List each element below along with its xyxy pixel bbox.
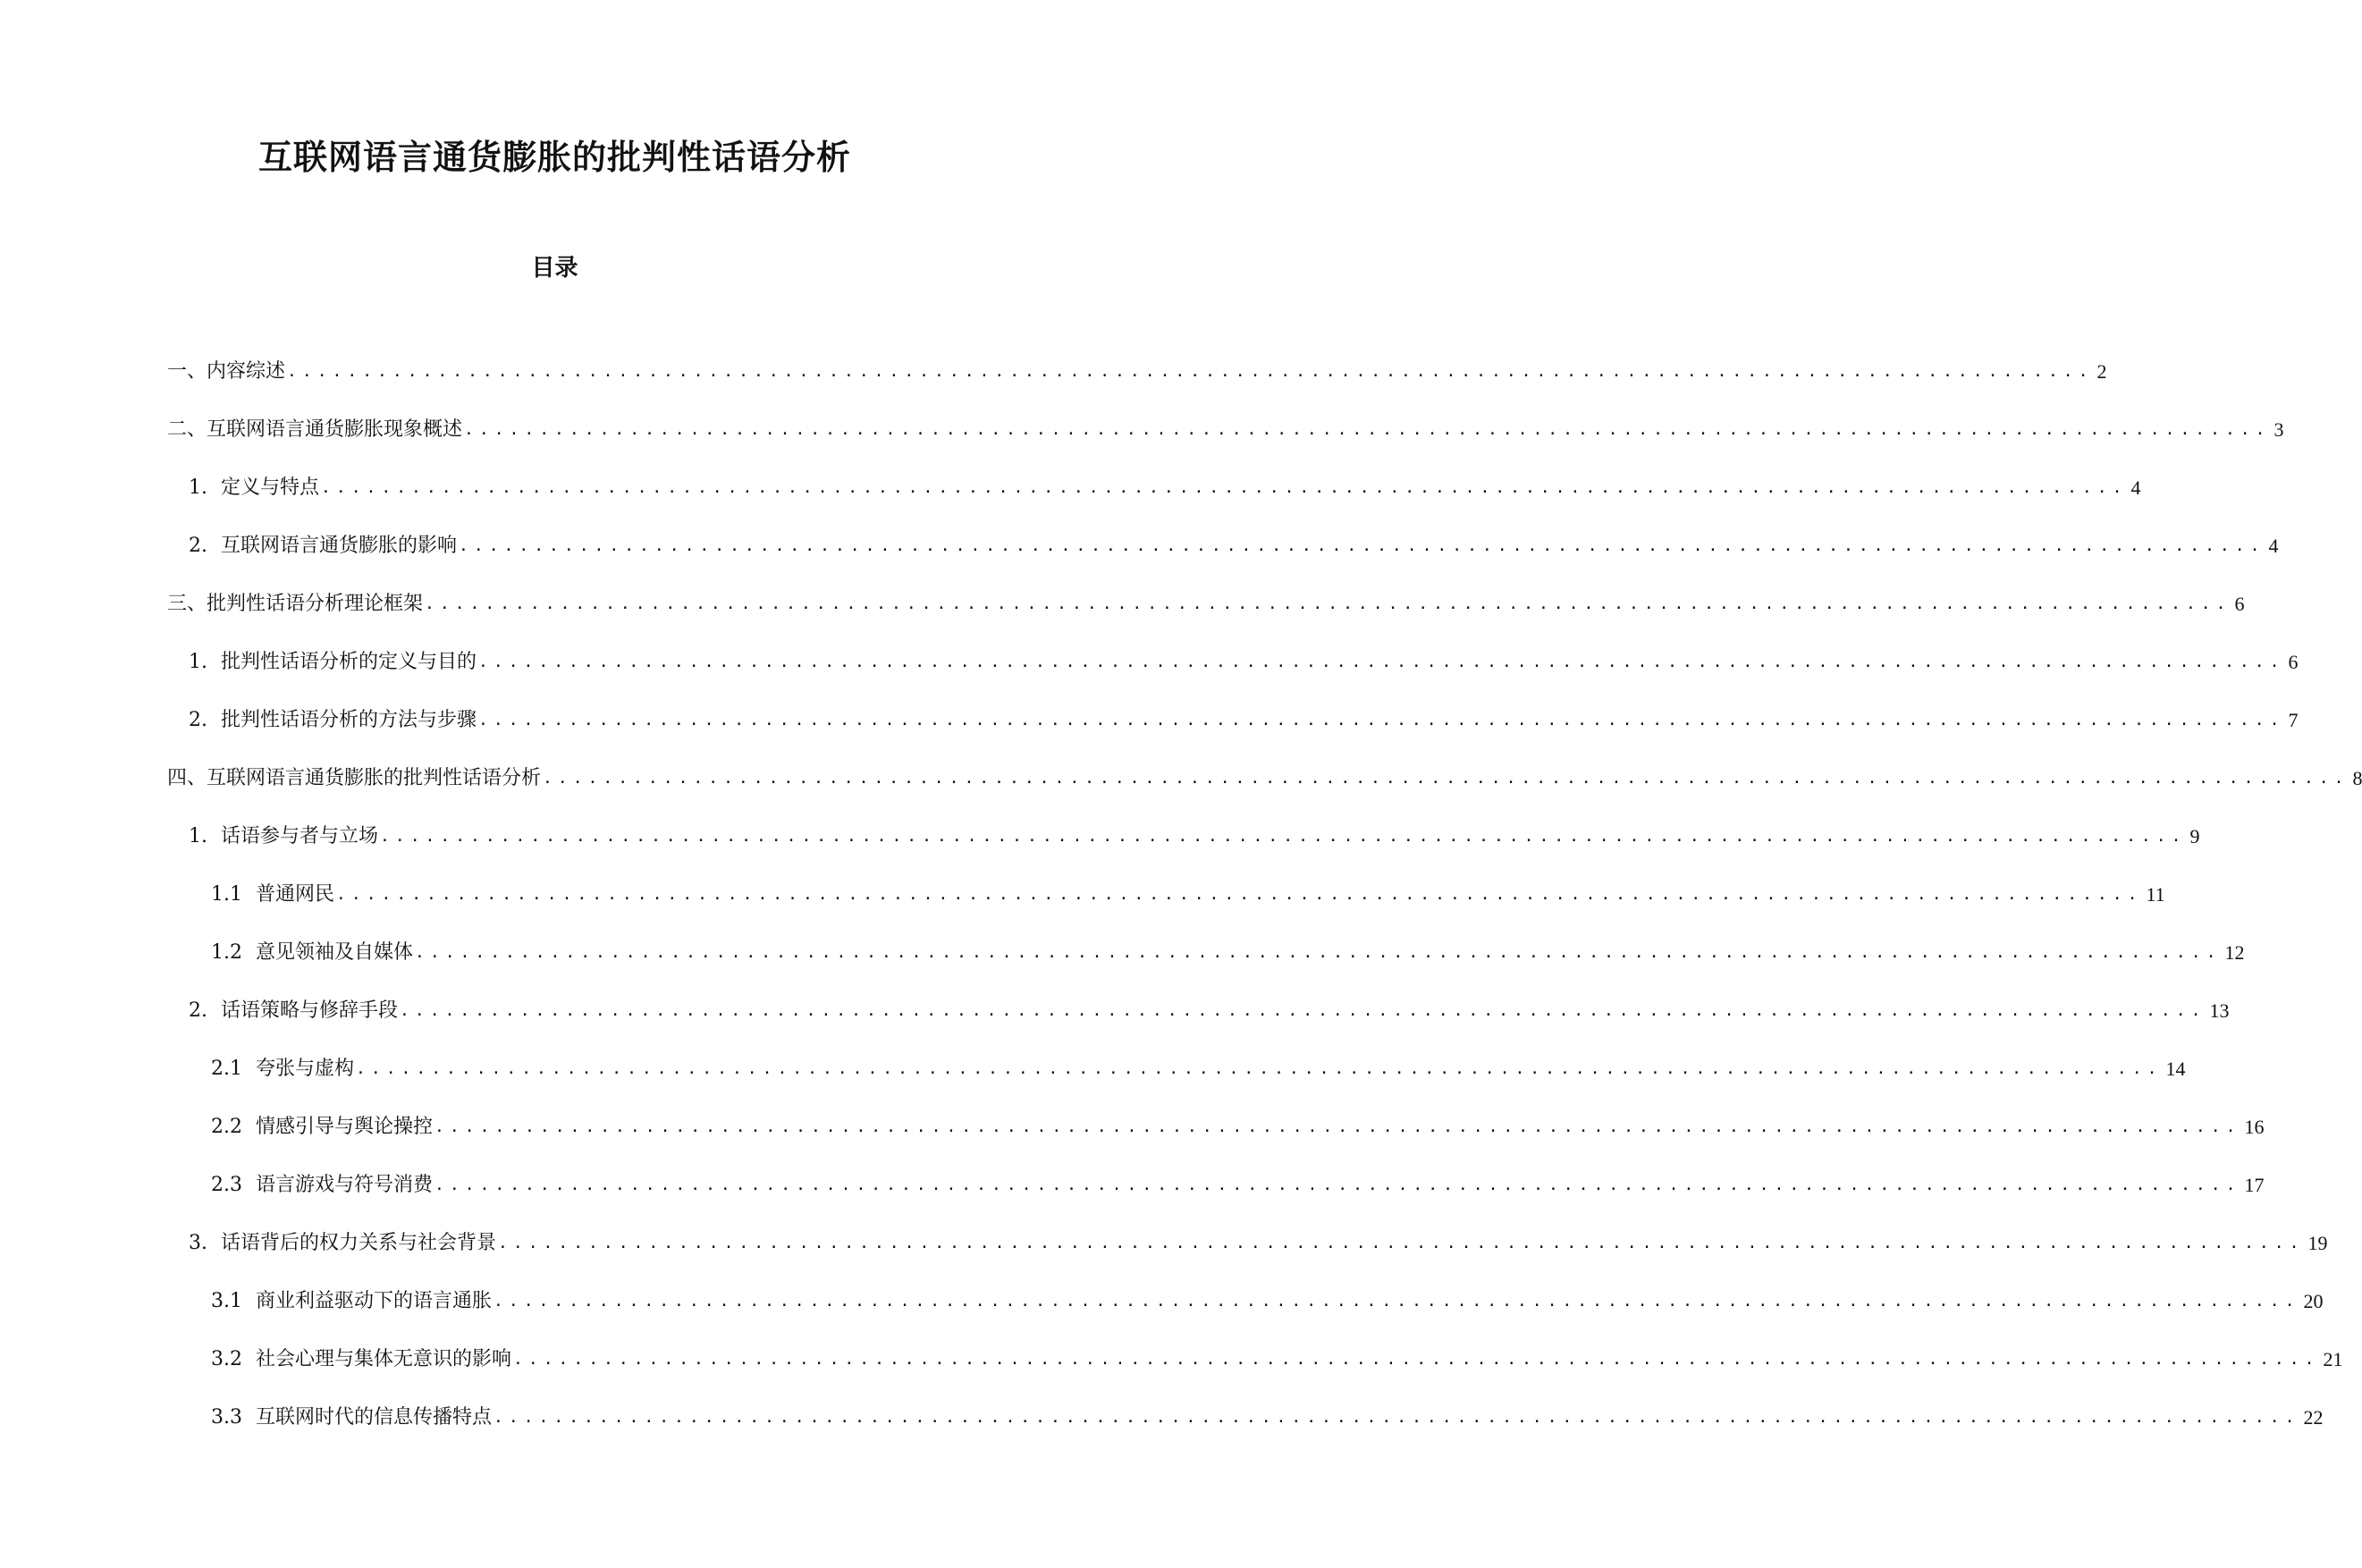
toc-entry-page: 2 (2096, 359, 2107, 383)
toc-entry-title (211, 1287, 492, 1316)
toc-entry-label: 批判性话语分析理论框架 (207, 592, 424, 615)
toc-entry[interactable] (0, 1098, 2265, 1156)
dot-leader: ........................................................................................................................ (513, 1349, 2320, 1369)
toc-entry-label: 互联网语言通货膨胀的批判性话语分析 (207, 766, 542, 789)
toc-entry-page: 22 (2303, 1405, 2324, 1429)
toc-entry-number: 1.1 (211, 882, 242, 906)
toc-entry-title (167, 590, 423, 619)
toc-entry-title (189, 822, 378, 851)
toc-entry-label: 互联网语言通货膨胀现象概述 (207, 417, 463, 441)
toc-entry-number: 2. (189, 708, 207, 731)
toc-entry[interactable] (0, 982, 2230, 1040)
toc-entry-title (189, 648, 477, 677)
toc-entry-title (167, 416, 462, 444)
toc-entry[interactable] (0, 575, 2245, 633)
toc-entry[interactable] (0, 865, 2165, 923)
toc-entry-label: 定义与特点 (221, 476, 320, 499)
toc-entry-number: 二、 (167, 417, 207, 441)
toc-entry-title (189, 706, 477, 735)
toc-entry-page: 4 (2268, 534, 2279, 557)
toc-entry-label: 商业利益驱动下的语言通胀 (256, 1289, 493, 1312)
toc-entry-label: 情感引导与舆论操控 (256, 1115, 434, 1138)
dot-leader: ........................................................................................................................ (493, 1407, 2300, 1427)
dot-leader: ........................................................................................................................ (287, 361, 2094, 381)
dot-leader: ........................................................................................................................ (400, 1000, 2206, 1020)
toc-entry-page: 9 (2189, 824, 2200, 847)
toc-entry-page: 21 (2323, 1347, 2343, 1370)
toc-entry[interactable] (0, 1330, 2343, 1388)
dot-leader: ........................................................................................................................ (498, 1233, 2305, 1252)
toc-entry-title (189, 532, 457, 561)
toc-entry[interactable] (0, 923, 2245, 982)
toc-entry-title (189, 474, 319, 502)
toc-entry[interactable] (0, 517, 2279, 575)
dot-leader: ........................................................................................................................ (493, 1291, 2300, 1311)
toc-entry-label: 互联网时代的信息传播特点 (256, 1405, 493, 1429)
toc-entry-number: 3.1 (211, 1289, 242, 1312)
toc-entry[interactable] (0, 633, 2299, 691)
toc-entry-number: 3.3 (211, 1405, 242, 1429)
toc-entry-page: 6 (2234, 592, 2245, 615)
toc-entry-title (211, 939, 413, 967)
dot-leader: ........................................................................................................................ (434, 1175, 2241, 1194)
table-of-contents (0, 342, 2362, 1446)
document-title: 互联网语言通货膨胀的批判性话语分析 (257, 137, 851, 177)
toc-entry-title (189, 1229, 496, 1258)
dot-leader: ........................................................................................................................ (543, 768, 2349, 788)
toc-entry-label: 内容综述 (207, 359, 286, 383)
toc-entry-label: 意见领袖及自媒体 (256, 940, 414, 964)
toc-entry-page: 7 (2288, 708, 2299, 731)
dot-leader: ........................................................................................................................ (356, 1058, 2163, 1078)
toc-entry-page: 16 (2244, 1115, 2265, 1138)
dot-leader: ........................................................................................................................ (415, 942, 2222, 962)
toc-entry-label: 夸张与虚构 (256, 1057, 355, 1080)
toc-entry-label: 批判性话语分析的定义与目的 (221, 650, 477, 673)
toc-entry-label: 社会心理与集体无意识的影响 (256, 1347, 512, 1370)
toc-entry-number: 3. (189, 1231, 207, 1254)
toc-entry-number: 1. (189, 650, 207, 673)
dot-leader: ........................................................................................................................ (478, 652, 2285, 671)
toc-entry-page: 6 (2288, 650, 2299, 673)
toc-entry-label: 话语背后的权力关系与社会背景 (221, 1231, 497, 1254)
toc-entry[interactable] (0, 749, 2362, 807)
toc-entry-number: 一、 (167, 359, 207, 383)
toc-entry-label: 话语策略与修辞手段 (221, 999, 399, 1022)
toc-entry-page: 14 (2165, 1057, 2186, 1080)
toc-entry-number: 三、 (167, 592, 207, 615)
dot-leader: ........................................................................................................................ (380, 826, 2187, 846)
dot-leader: ........................................................................................................................ (321, 477, 2128, 497)
toc-entry-number: 四、 (167, 766, 207, 789)
toc-entry-page: 8 (2352, 766, 2362, 789)
toc-entry-number: 1. (189, 476, 207, 499)
dot-leader: ........................................................................................................................ (478, 710, 2285, 729)
dot-leader: ........................................................................................................................ (434, 1117, 2241, 1136)
toc-entry-number: 2.2 (211, 1115, 242, 1138)
toc-entry-number: 2.3 (211, 1173, 242, 1196)
toc-entry[interactable] (0, 1272, 2324, 1330)
toc-entry-page: 13 (2209, 999, 2230, 1022)
toc-entry-title (189, 997, 398, 1025)
toc-entry[interactable] (0, 807, 2200, 865)
toc-entry-title (211, 1345, 511, 1374)
toc-heading: 目录 (531, 255, 578, 282)
toc-entry-number: 2.1 (211, 1057, 242, 1080)
toc-entry-page: 20 (2303, 1289, 2324, 1312)
dot-leader: ........................................................................................................................ (425, 594, 2231, 613)
toc-entry[interactable] (0, 691, 2299, 749)
toc-entry-title (211, 1055, 354, 1083)
dot-leader: ........................................................................................................................ (336, 884, 2143, 904)
toc-entry-title (167, 764, 541, 793)
toc-entry-title (167, 358, 285, 386)
toc-entry-title (211, 1113, 433, 1142)
toc-entry-page: 3 (2273, 417, 2284, 441)
toc-entry-label: 普通网民 (256, 882, 335, 906)
toc-entry-label: 语言游戏与符号消费 (256, 1173, 434, 1196)
dot-leader: ........................................................................................................................ (459, 535, 2265, 555)
toc-entry[interactable] (0, 1388, 2324, 1446)
toc-entry-number: 2. (189, 999, 207, 1022)
toc-entry-page: 19 (2307, 1231, 2328, 1254)
toc-entry-number: 1.2 (211, 940, 242, 964)
toc-entry-page: 17 (2244, 1173, 2265, 1196)
toc-entry[interactable] (0, 1156, 2265, 1214)
toc-entry[interactable] (0, 400, 2284, 459)
toc-entry-label: 批判性话语分析的方法与步骤 (221, 708, 477, 731)
toc-entry-number: 3.2 (211, 1347, 242, 1370)
toc-entry[interactable] (0, 1214, 2328, 1272)
toc-entry[interactable] (0, 1040, 2186, 1098)
toc-entry[interactable] (0, 342, 2107, 400)
toc-entry-title (211, 1171, 433, 1200)
toc-entry-page: 11 (2146, 882, 2165, 906)
toc-entry-page: 4 (2130, 476, 2141, 499)
toc-entry-number: 1. (189, 824, 207, 847)
toc-entry-title (211, 881, 334, 909)
dot-leader: ........................................................................................................................ (464, 419, 2271, 439)
toc-entry-label: 互联网语言通货膨胀的影响 (221, 534, 458, 557)
toc-entry-title (211, 1404, 492, 1432)
toc-entry-label: 话语参与者与立场 (221, 824, 379, 847)
toc-entry-page: 12 (2224, 940, 2245, 964)
toc-entry[interactable] (0, 459, 2141, 517)
toc-entry-number: 2. (189, 534, 207, 557)
